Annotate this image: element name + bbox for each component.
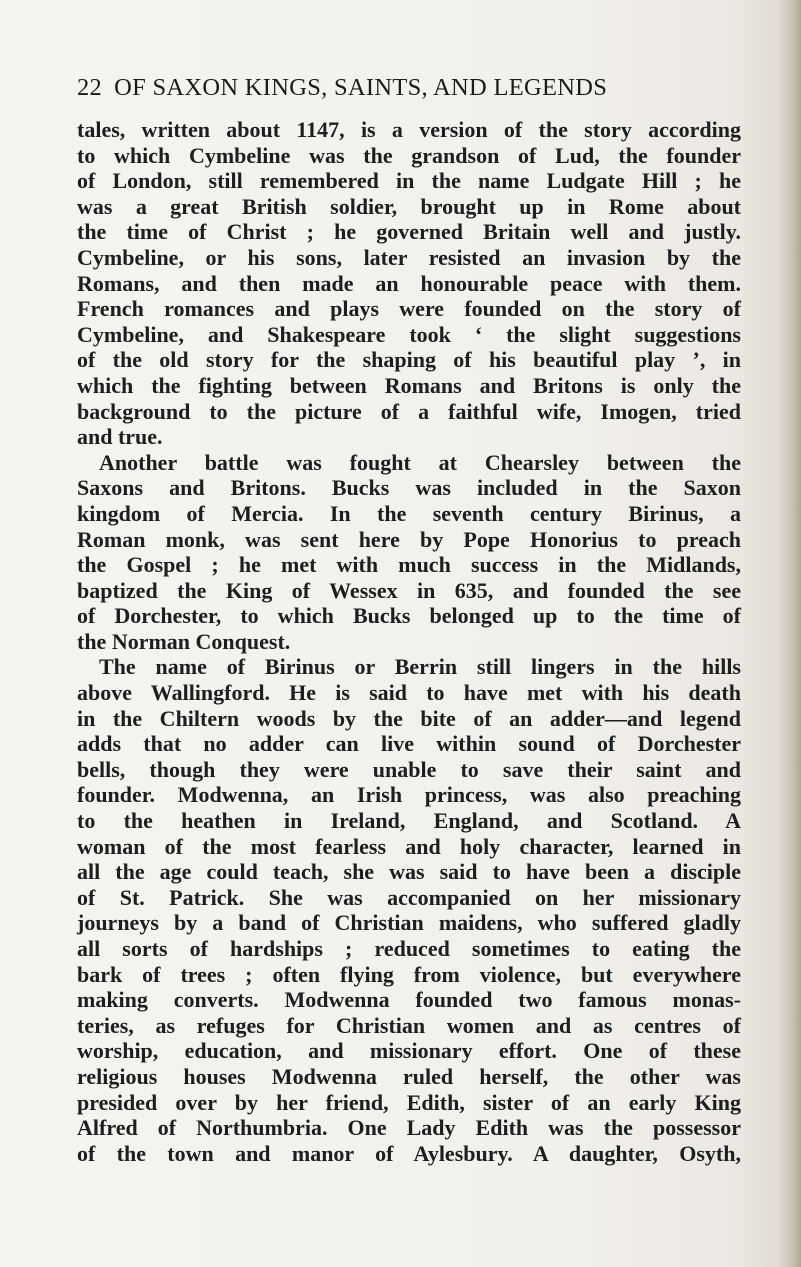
page-edge-shadow xyxy=(779,0,801,1267)
text-line: above Wallingford. He is said to have met with his death xyxy=(77,680,741,706)
page-number: 22 xyxy=(77,74,103,101)
text-line: making converts. Modwenna founded two famous monas- xyxy=(77,987,741,1013)
text-line: the time of Christ ; he governed Britain well and justly. xyxy=(77,219,741,245)
text-line: was a great British soldier, brought up in Rome about xyxy=(77,193,741,219)
text-line: Romans, and then made an honourable peace with them. xyxy=(77,270,741,296)
text-line: Alfred of Northumbria. One Lady Edith was the possessor xyxy=(77,1115,741,1141)
text-line: which the fighting between Romans and Britons is only the xyxy=(77,372,741,398)
text-line: baptized the King of Wessex in 635, and founded the see xyxy=(77,577,741,603)
text-line: tales, written about 1147, is a version of the story according xyxy=(77,117,741,142)
body-text xyxy=(77,117,741,1166)
text-line: The name of Birinus or Berrin still lingers in the hills xyxy=(99,654,741,680)
text-line: woman of the most fearless and holy character, learned in xyxy=(77,833,741,859)
text-line: founder. Modwenna, an Irish princess, was also preaching xyxy=(77,782,741,808)
text-line: to the heathen in Ireland, England, and Scotland. A xyxy=(77,808,741,834)
text-line: and true. xyxy=(77,424,163,450)
text-line: of London, still remembered in the name Ludgate Hill ; he xyxy=(77,168,741,194)
text-line: Saxons and Britons. Bucks was included in the Saxon xyxy=(77,475,741,501)
text-line: of St. Patrick. She was accompanied on her missionary xyxy=(77,884,741,910)
running-title: OF SAXON KINGS, SAINTS, AND LEGENDS xyxy=(114,74,608,101)
text-line: Cymbeline, or his sons, later resisted an invasion by the xyxy=(77,244,741,270)
text-line: worship, education, and missionary effort. One of these xyxy=(77,1038,741,1064)
text-line: Another battle was fought at Chearsley between the xyxy=(99,449,741,475)
text-line: teries, as refuges for Christian women and as centres of xyxy=(77,1012,741,1038)
text-line: background to the picture of a faithful wife, Imogen, tried xyxy=(77,398,741,424)
text-line: of the town and manor of Aylesbury. A daughter, Osyth, xyxy=(77,1140,741,1166)
text-line: adds that no adder can live within sound of Dorchester xyxy=(77,731,741,757)
text-line: the Gospel ; he met with much success in the Midlands, xyxy=(77,552,741,578)
text-line: kingdom of Mercia. In the seventh century Birinus, a xyxy=(77,500,741,526)
text-line: French romances and plays were founded on the story of xyxy=(77,296,741,322)
text-line: Roman monk, was sent here by Pope Honorius to preach xyxy=(77,526,741,552)
text-line: bark of trees ; often flying from violence, but everywhere xyxy=(77,961,741,987)
text-line: of Dorchester, to which Bucks belonged up to the time of xyxy=(77,603,741,629)
text-line: all the age could teach, she was said to have been a disciple xyxy=(77,859,741,885)
text-line: presided over by her friend, Edith, sister of an early King xyxy=(77,1089,741,1115)
text-line: bells, though they were unable to save their saint and xyxy=(77,756,741,782)
text-line: the Norman Conquest. xyxy=(77,628,291,654)
running-header xyxy=(77,74,717,102)
text-line: religious houses Modwenna ruled herself, the other was xyxy=(77,1063,741,1089)
text-line: in the Chiltern woods by the bite of an adder—and legend xyxy=(77,705,741,731)
text-line: Cymbeline, and Shakespeare took ‘ the slight suggestions xyxy=(77,321,741,347)
text-line: all sorts of hardships ; reduced sometimes to eating the xyxy=(77,936,741,961)
text-line: of the old story for the shaping of his beautiful play ’, in xyxy=(77,347,741,373)
text-line: to which Cymbeline was the grandson of Lud, the founder xyxy=(77,142,741,168)
text-line: journeys by a band of Christian maidens, who suffered gladly xyxy=(77,910,741,936)
